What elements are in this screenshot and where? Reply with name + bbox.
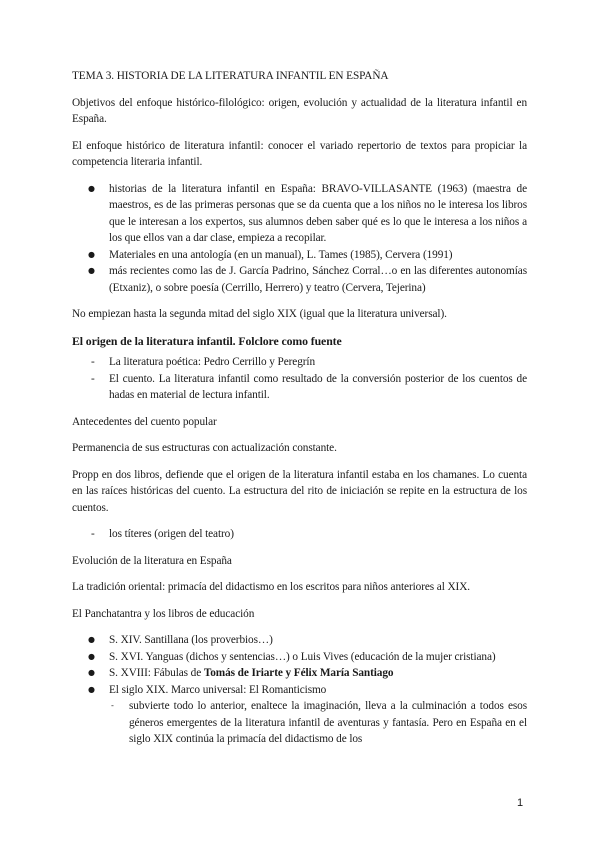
document-body (72, 68, 527, 758)
page-number: 1 (517, 797, 524, 809)
paragraph-panchatantra: El Panchatantra y los libros de educación (72, 607, 255, 620)
paragraph-tradicion: La tradición oriental: primacía del didactismo en los escritos para niños anteriores al XIX. (72, 581, 470, 593)
paragraph-permanencia: Permanencia de sus estructuras con actualización constante. (72, 442, 337, 454)
paragraph-enfoque: El enfoque histórico de literatura infantil: conocer el variado repertorio de textos para propiciar la competencia literaria infantil. (72, 139, 527, 168)
dash-list-titeres (72, 526, 527, 543)
list-item-xiv: ● S. XIV. Santillana (los proverbios…) (72, 632, 527, 649)
paragraph-evolucion: Evolución de la literatura en España (72, 554, 232, 567)
list-item: ● Materiales en una antología (en un manual), L. Tames (1985), Cervera (1991) (72, 247, 527, 264)
list-item: - subvierte todo lo anterior, enaltece la imaginación, lleva a la culminación a todos esos géneros emergentes de la literatura infantil de aventuras y fantasía. Pero en España en el siglo XIX continúa la primacía del didactismo de los (109, 698, 527, 748)
list-item: ● historias de la literatura infantil en España: BRAVO-VILLASANTE (1963) (maestra de maestros, es de las primeras personas que se da cuenta que a los niños no le interesa los libros que le interesan a los expertos, sus alumnos deben saber qué es lo que le interesa a los niños a los que ellos van a dar clase, empieza a recopilar. (72, 181, 527, 247)
list-item: - los títeres (origen del teatro) (72, 526, 527, 543)
document-title: TEMA 3. HISTORIA DE LA LITERATURA INFANTIL EN ESPAÑA (72, 70, 389, 82)
paragraph-siglo-xix: No empiezan hasta la segunda mitad del siglo XIX (igual que la literatura universal). (72, 308, 447, 320)
list-item-xix-text: El siglo XIX. Marco universal: El Romanticismo (109, 683, 327, 696)
list-item-xvi: ● S. XVI. Yanguas (dichos y sentencias…) o Luis Vives (educación de la mujer cristiana) (72, 649, 527, 666)
sub-dash-list-romanticismo (109, 698, 527, 748)
bullet-list-historias (72, 181, 527, 297)
paragraph-propp: Propp en dos libros, defiende que el origen de la literatura infantil estaba en los chamanes. Lo cuenta en las raíces históricas del cuento. La estructura del rito de iniciación se repite en la estructura de los cuentos. (72, 468, 527, 514)
list-item: - El cuento. La literatura infantil como resultado de la conversión posterior de los cuentos de hadas en material de lectura infantil. (72, 371, 527, 404)
list-item: - La literatura poética: Pedro Cerrillo y Peregrín (72, 354, 527, 371)
section-heading-origen: El origen de la literatura infantil. Folclore como fuente (72, 333, 342, 348)
list-item-xviii-authors: Tomás de Iriarte y Félix María Santiago (203, 667, 394, 679)
list-item-xix (72, 682, 527, 748)
paragraph-antecedentes: Antecedentes del cuento popular (72, 415, 217, 428)
list-item-xviii (72, 665, 527, 682)
bullet-list-siglos (72, 632, 527, 748)
list-item-xviii-text: S. XVIII: Fábulas de (109, 667, 204, 679)
list-item: ● más recientes como las de J. García Padrino, Sánchez Corral…o en las diferentes autonomías (Etxaniz), o sobre poesía (Cerrillo, Herrero) y teatro (Cervera, Tejerina) (72, 263, 527, 296)
dash-list-origen (72, 354, 527, 404)
paragraph-objetivos: Objetivos del enfoque histórico-filológico: origen, evolución y actualidad de la literatura infantil en España. (72, 96, 527, 125)
